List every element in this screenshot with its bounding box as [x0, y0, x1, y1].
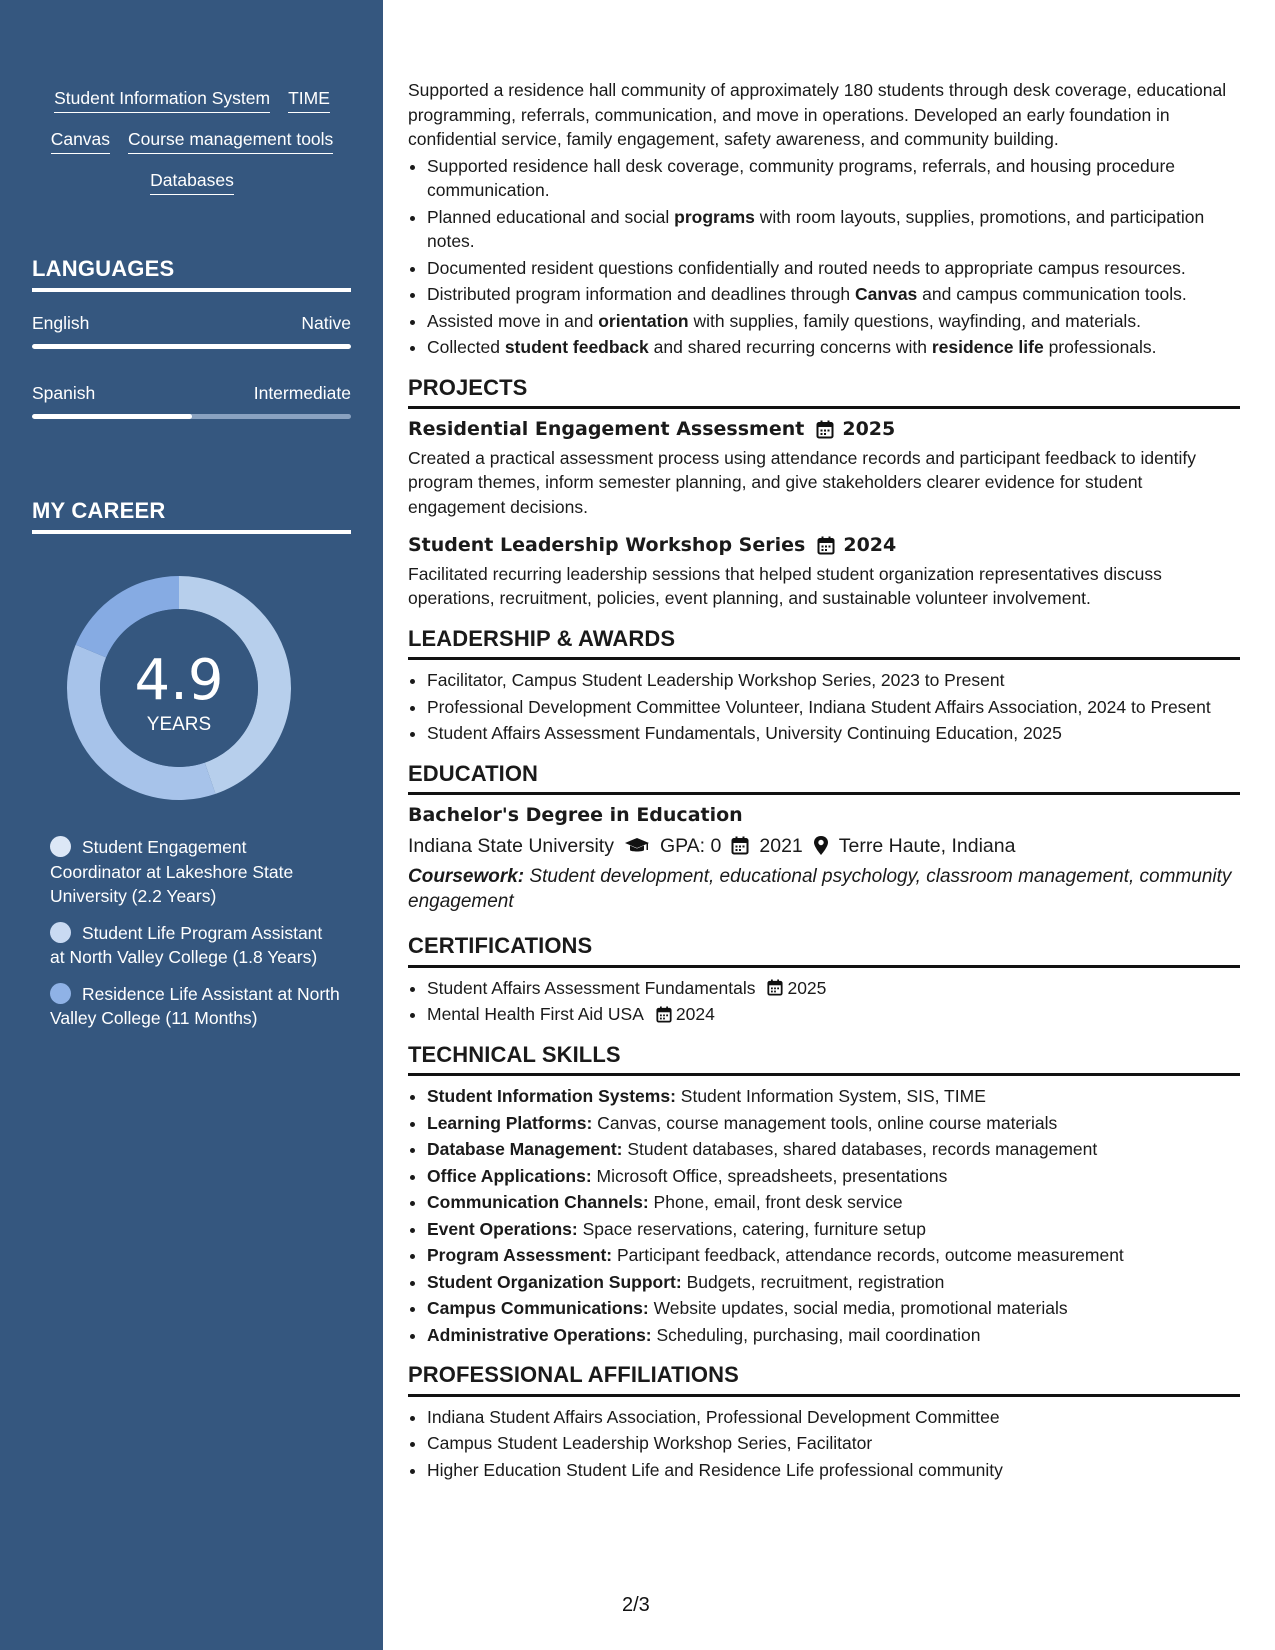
technical-skill-item — [427, 1323, 1240, 1348]
career-list — [50, 835, 340, 1043]
technical-skills-heading: TECHNICAL SKILLS — [408, 1043, 1240, 1077]
leadership-heading: LEADERSHIP & AWARDS — [408, 627, 1240, 661]
skill-category: Communication Channels: — [427, 1192, 649, 1212]
leadership-item: • Student Affairs Assessment Fundamentals, University Continuing Education, 2025 — [427, 721, 1240, 746]
language-proficiency-fill — [32, 344, 351, 349]
skill-category: Event Operations: — [427, 1218, 578, 1239]
technical-skill-item — [427, 1270, 1240, 1295]
career-dot-icon — [50, 922, 71, 943]
skill-category: Student Organization Support: — [427, 1271, 682, 1292]
calendar-icon — [731, 836, 749, 855]
coursework-label: Coursework: — [408, 866, 525, 887]
skill-values: Canvas, course management tools, online course materials — [592, 1112, 1058, 1133]
skill-category: Office Applications: — [427, 1165, 592, 1186]
project-year: 2025 — [842, 418, 896, 440]
main-content — [408, 78, 1240, 1484]
page-number: 2/3 — [622, 1594, 650, 1616]
skill-category: Learning Platforms: — [427, 1112, 593, 1133]
bullet-text: and shared recurring concerns with — [648, 337, 932, 357]
project-description: Facilitated recurring leadership sessions that helped student organization representatives discuss operations, recruitment, policies, event planning, and sustainable volunteer involvement. — [408, 563, 1162, 608]
education-meta — [408, 834, 1240, 859]
leadership-list — [408, 668, 1240, 746]
education-heading: EDUCATION — [408, 762, 1240, 796]
bullet-text: Collected — [427, 337, 505, 357]
experience-bullet — [427, 154, 1240, 203]
school-location: Terre Haute, Indiana — [838, 834, 1016, 857]
skill-values: Student Information System, SIS, TIME — [675, 1086, 986, 1106]
bullet-text: professionals. — [1043, 337, 1157, 357]
certification-item — [427, 976, 1240, 1001]
career-item-label: Student Life Program Assistant at North Valley College (1.8 Years) — [50, 922, 323, 967]
technical-skill-item — [427, 1084, 1240, 1109]
skill-values: Budgets, recruitment, registration — [681, 1271, 945, 1292]
language-name: Spanish — [32, 383, 96, 403]
bullet-text: with supplies, family questions, wayfinding, and materials. — [688, 310, 1141, 331]
career-item — [50, 835, 340, 909]
affiliation-item: • Indiana Student Affairs Association, Professional Development Committee — [427, 1405, 1240, 1430]
bullet-keyword: student feedback — [504, 337, 649, 357]
skill-category: Program Assessment: — [427, 1245, 613, 1265]
bullet-text: Distributed program information and deadlines through — [427, 284, 856, 304]
certification-name: • Mental Health First Aid USA — [427, 1004, 644, 1024]
career-total-unit: YEARS — [146, 714, 212, 735]
affiliation-item: • Campus Student Leadership Workshop Series, Facilitator — [427, 1431, 1240, 1456]
skill-category: Administrative Operations: — [427, 1324, 652, 1345]
technical-skill-item — [427, 1296, 1240, 1321]
affiliation-item: • Higher Education Student Life and Residence Life professional community — [427, 1458, 1240, 1483]
experience-bullet — [427, 282, 1240, 307]
skill-tag[interactable]: Student Information System — [54, 86, 270, 113]
bullet-text: Assisted move in and — [427, 310, 599, 331]
career-item — [50, 982, 340, 1031]
skill-category: Database Management: — [427, 1139, 623, 1159]
language-proficiency-bar — [32, 414, 351, 419]
certification-year: 2024 — [675, 1004, 715, 1024]
bullet-text: Supported residence hall desk coverage, community programs, referrals, and housing procedure communication. — [427, 155, 1176, 200]
skill-values: Website updates, social media, promotional materials — [648, 1298, 1068, 1318]
bullet-keyword: residence life — [931, 337, 1044, 357]
language-row — [32, 313, 351, 334]
career-item — [50, 921, 340, 970]
technical-skill-item — [427, 1243, 1240, 1268]
skill-tag[interactable]: TIME — [288, 86, 330, 113]
bullet-text: and campus communication tools. — [917, 284, 1187, 304]
certification-year: 2025 — [787, 977, 827, 998]
skill-tags — [22, 86, 362, 195]
language-level: Intermediate — [253, 383, 351, 403]
career-dot-icon — [50, 836, 71, 857]
school-name: Indiana State University — [408, 834, 614, 857]
skill-values: Participant feedback, attendance records, outcome measurement — [612, 1245, 1124, 1265]
projects-heading: PROJECTS — [408, 376, 1240, 410]
language-proficiency-fill — [32, 414, 192, 419]
graduation-year: 2021 — [759, 834, 803, 857]
affiliations-heading: PROFESSIONAL AFFILIATIONS — [408, 1363, 1240, 1397]
project-item — [408, 533, 1240, 611]
project-title: Residential Engagement Assessment — [408, 418, 805, 440]
calendar-icon — [767, 979, 783, 996]
project-description: Created a practical assessment process using attendance records and participant feedback to identify program themes, inform semester planning, and give stakeholders clearer evidence for student engagement decisions. — [408, 447, 1196, 517]
experience-bullet — [427, 205, 1240, 254]
language-proficiency-bar — [32, 344, 351, 349]
graduation-cap-icon — [624, 837, 650, 855]
project-title-row — [408, 533, 1240, 558]
career-donut-chart — [66, 575, 292, 801]
bullet-keyword: programs — [674, 206, 755, 227]
experience-bullet — [427, 309, 1240, 334]
career-item-label: Student Engagement Coordinator at Lakeshore State University (2.2 Years) — [50, 837, 294, 906]
technical-skill-item — [427, 1164, 1240, 1189]
career-total-value: 4.9 — [134, 648, 224, 713]
bullet-text: Documented resident questions confidentially and routed needs to appropriate campus resources. — [427, 257, 1186, 278]
project-item — [408, 417, 1240, 519]
coursework-text: Student development, educational psychology, classroom management, community engagement — [408, 866, 1232, 912]
leadership-item: • Professional Development Committee Volunteer, Indiana Student Affairs Association, 2024 to Present — [427, 695, 1240, 720]
skill-values: Scheduling, purchasing, mail coordination — [651, 1324, 981, 1345]
technical-skill-item — [427, 1111, 1240, 1136]
career-heading: MY CAREER — [32, 498, 351, 534]
language-level: Native — [301, 313, 351, 333]
calendar-icon — [816, 420, 834, 439]
technical-skill-item — [427, 1217, 1240, 1242]
skill-category: Student Information Systems: — [427, 1086, 676, 1106]
technical-skill-item — [427, 1137, 1240, 1162]
experience-bullets — [408, 154, 1240, 360]
skill-tag[interactable]: Course management tools — [128, 127, 333, 154]
skill-values: Phone, email, front desk service — [648, 1192, 903, 1212]
technical-skill-item — [427, 1190, 1240, 1215]
languages-heading: LANGUAGES — [32, 256, 351, 292]
certification-item — [427, 1002, 1240, 1027]
career-dot-icon — [50, 983, 71, 1004]
project-title: Student Leadership Workshop Series — [408, 534, 806, 556]
language-row — [32, 383, 351, 404]
affiliations-list — [408, 1405, 1240, 1483]
location-pin-icon — [813, 835, 829, 856]
bullet-keyword: orientation — [598, 310, 689, 331]
project-year: 2024 — [843, 534, 897, 556]
leadership-item: • Facilitator, Campus Student Leadership Workshop Series, 2023 to Present — [427, 668, 1240, 693]
experience-bullet — [427, 335, 1240, 360]
bullet-text: Planned educational and social — [427, 206, 675, 227]
certifications-list — [408, 976, 1240, 1027]
calendar-icon — [817, 536, 835, 555]
gpa: GPA: 0 — [659, 834, 722, 857]
degree-title: Bachelor's Degree in Education — [408, 804, 743, 826]
coursework — [408, 864, 1240, 914]
certifications-heading: CERTIFICATIONS — [408, 934, 1240, 968]
bullet-keyword: Canvas — [855, 284, 918, 304]
calendar-icon — [656, 1006, 672, 1023]
skill-values: Microsoft Office, spreadsheets, presentations — [591, 1165, 948, 1186]
technical-skills-list — [408, 1084, 1240, 1347]
bullet-text: with room layouts, supplies, promotions, and participation notes. — [427, 206, 1205, 251]
skill-category: Campus Communications: — [427, 1298, 649, 1318]
skill-tag[interactable]: Databases — [150, 168, 234, 195]
skill-values: Space reservations, catering, furniture setup — [577, 1218, 926, 1239]
experience-summary: Supported a residence hall community of approximately 180 students through desk coverage, educational programming, referrals, communication, and move in operations. Developed an early foundation in confidential service, family engagement, safety awareness, and community building. — [408, 80, 1227, 149]
skill-tag[interactable]: Canvas — [51, 127, 110, 154]
sidebar — [0, 0, 383, 1650]
language-name: English — [32, 313, 90, 333]
career-item-label: Residence Life Assistant at North Valley College (11 Months) — [50, 983, 340, 1028]
skill-values: Student databases, shared databases, records management — [622, 1139, 1098, 1159]
experience-bullet — [427, 256, 1240, 281]
certification-name: • Student Affairs Assessment Fundamentals — [427, 977, 756, 998]
project-title-row — [408, 417, 1240, 442]
